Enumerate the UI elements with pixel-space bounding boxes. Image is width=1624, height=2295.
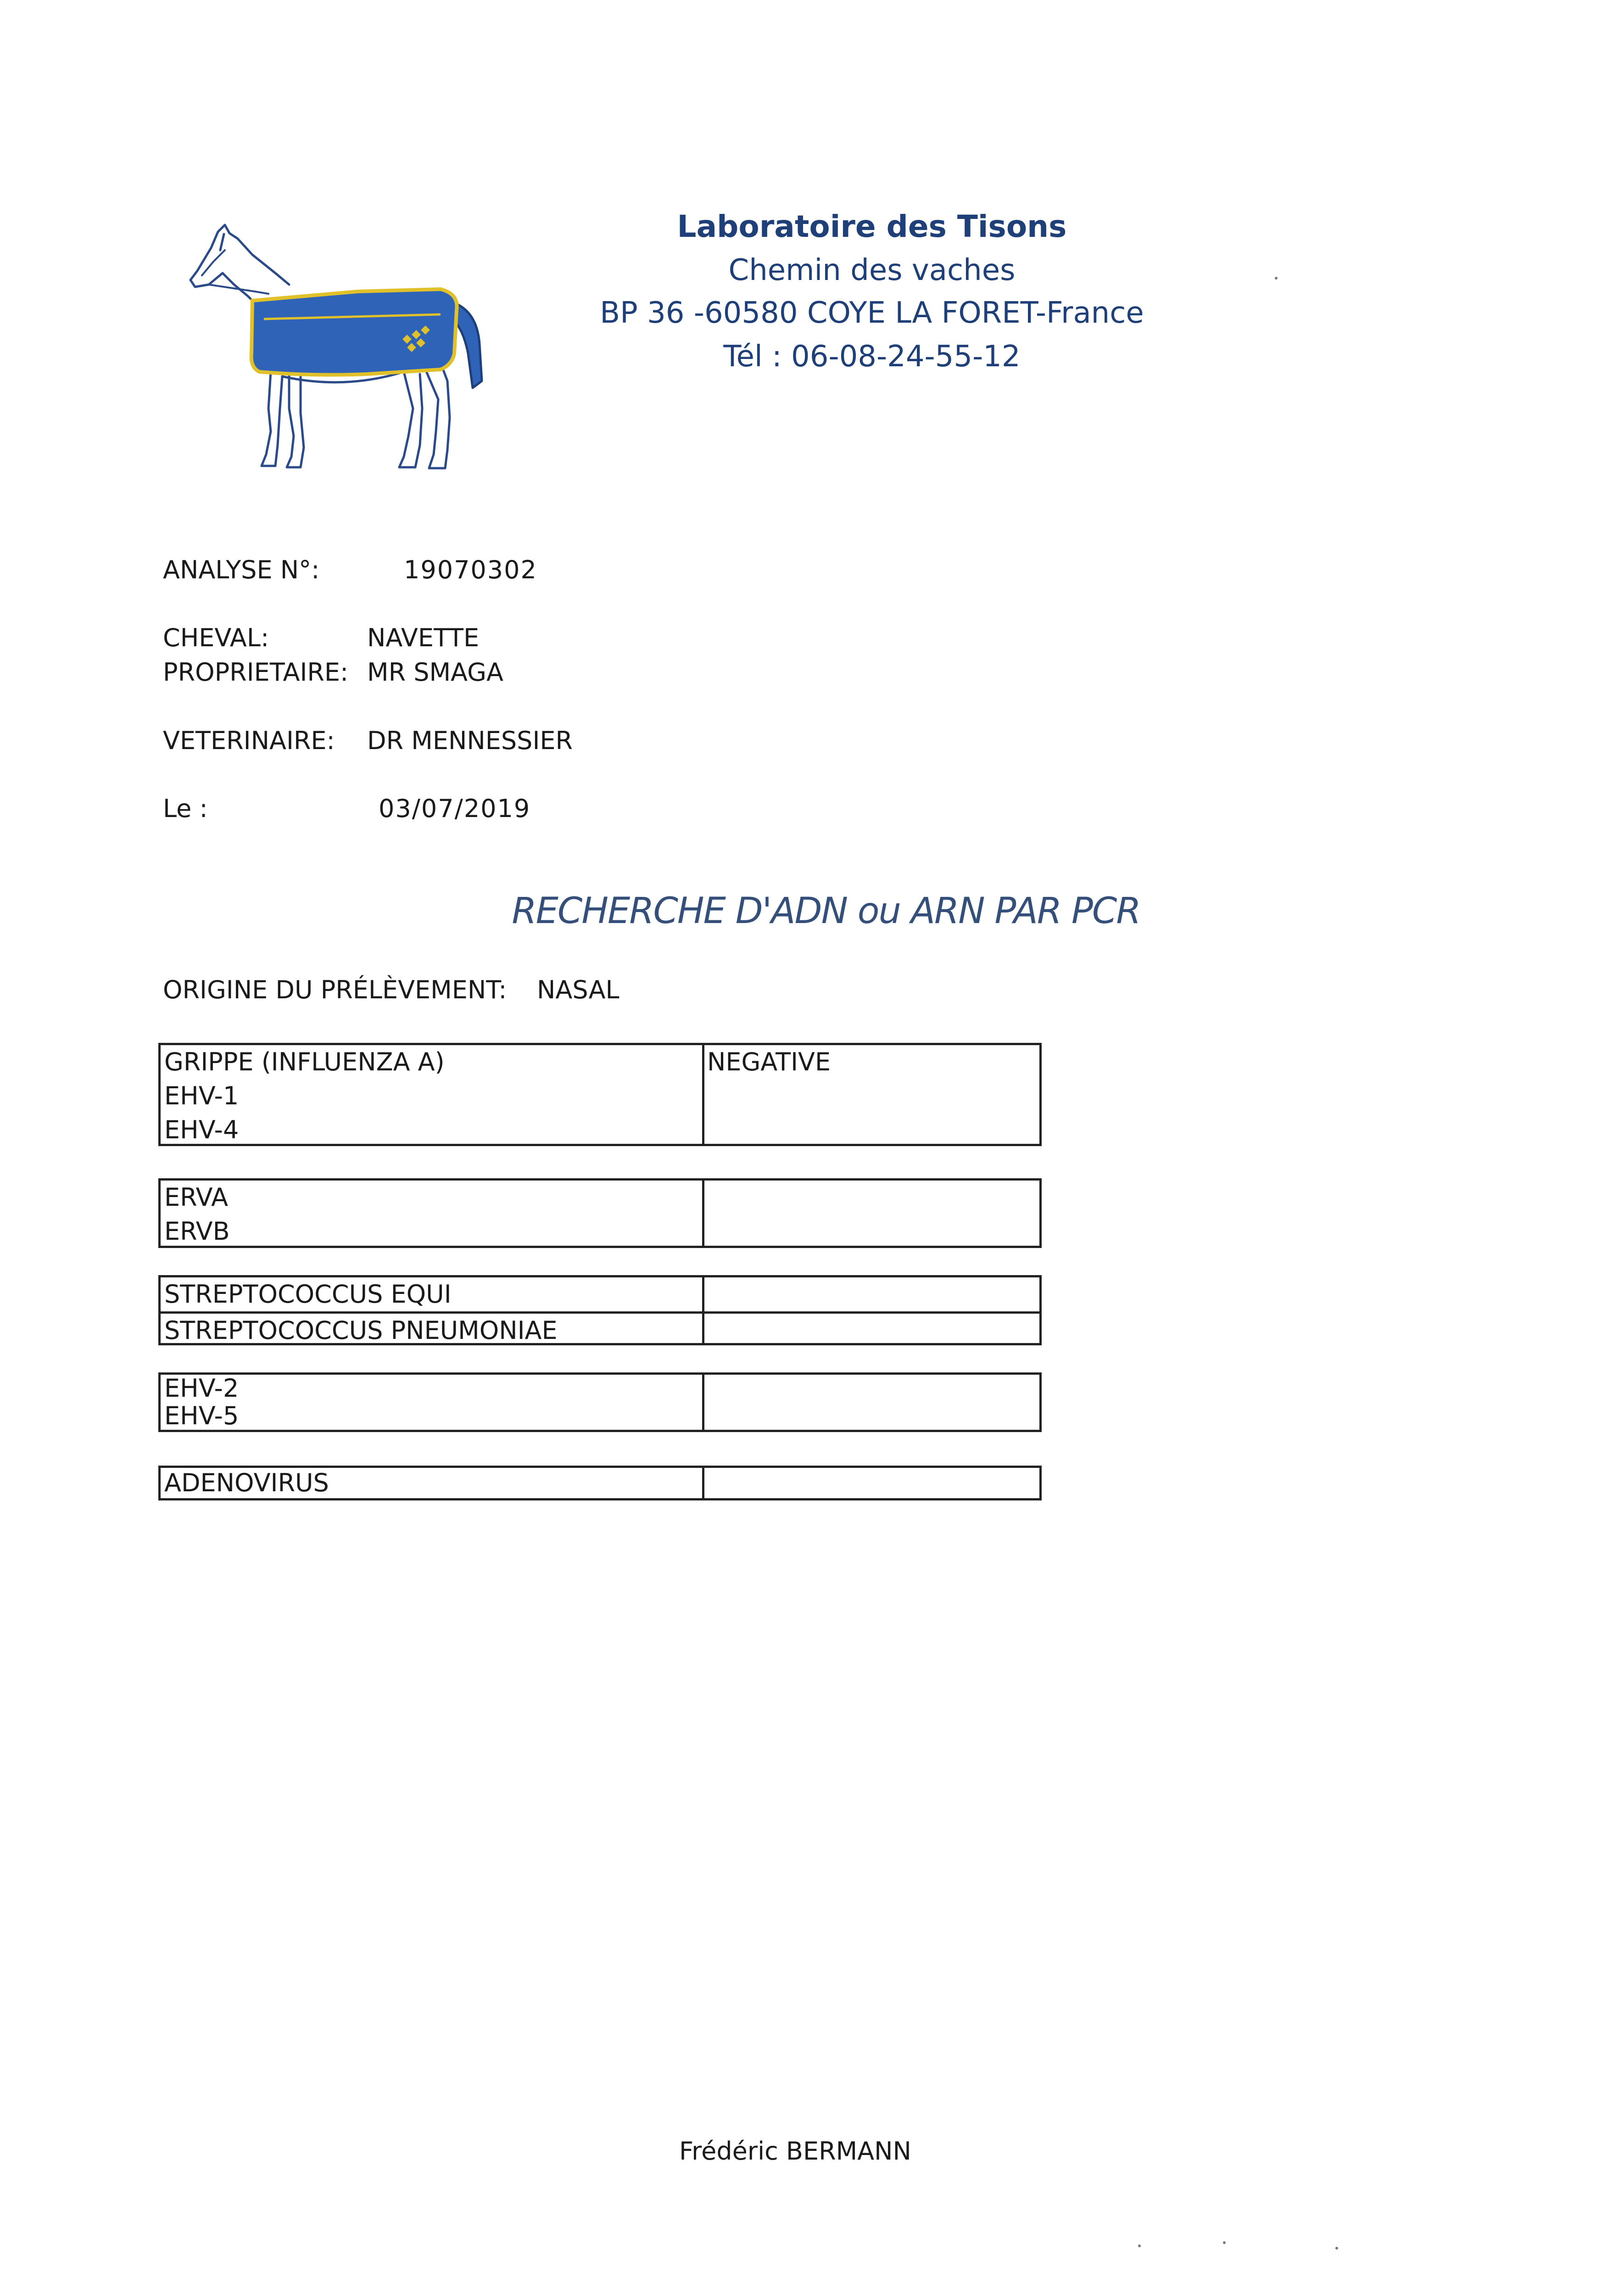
address-line-1: Chemin des vaches — [728, 253, 1016, 287]
phone-number: Tél : 06-08-24-55-12 — [723, 340, 1021, 374]
analyse-label: ANALYSE N°: — [163, 555, 320, 584]
test-name: ADENOVIRUS — [164, 1468, 329, 1497]
result-table-5 — [158, 1466, 1042, 1500]
section-title: RECHERCHE D'ADN ou ARN PAR PCR — [512, 890, 1140, 932]
date-value: 03/07/2019 — [379, 794, 531, 823]
proprietaire-label: PROPRIETAIRE: — [163, 658, 349, 687]
horse-with-blanket-icon — [184, 216, 505, 491]
address-line-2: BP 36 -60580 COYE LA FORET-France — [600, 296, 1144, 330]
result-table-2 — [158, 1178, 1042, 1248]
test-name: GRIPPE (INFLUENZA A) — [164, 1047, 445, 1076]
analyse-value: 19070302 — [404, 555, 537, 584]
result-table-3 — [158, 1275, 1042, 1345]
origine-value: NASAL — [537, 975, 619, 1004]
speck — [1138, 2245, 1141, 2247]
lab-name: Laboratoire des Tisons — [677, 209, 1067, 244]
date-label: Le : — [163, 794, 208, 823]
test-name: STREPTOCOCCUS EQUI — [164, 1280, 452, 1309]
speck — [1335, 2247, 1338, 2250]
signature-name: Frédéric BERMANN — [679, 2137, 911, 2166]
speck — [1275, 277, 1278, 280]
test-name: EHV-4 — [164, 1115, 239, 1144]
test-name: EHV-1 — [164, 1081, 239, 1110]
test-name: ERVB — [164, 1217, 230, 1246]
proprietaire-value: MR SMAGA — [367, 658, 503, 687]
test-result — [704, 1277, 1039, 1311]
cheval-value: NAVETTE — [367, 623, 480, 652]
test-name: STREPTOCOCCUS PNEUMONIAE — [161, 1311, 702, 1348]
test-name: EHV-5 — [164, 1401, 239, 1430]
test-result: NEGATIVE — [707, 1047, 831, 1076]
origine-label: ORIGINE DU PRÉLÈVEMENT: — [163, 975, 507, 1004]
result-cell-divider — [704, 1311, 1039, 1345]
test-name: ERVA — [164, 1183, 229, 1212]
result-table-1 — [158, 1043, 1042, 1146]
result-table-4 — [158, 1372, 1042, 1432]
speck — [1223, 2241, 1226, 2244]
test-name: EHV-2 — [164, 1374, 239, 1403]
cheval-label: CHEVAL: — [163, 623, 269, 652]
veterinaire-label: VETERINAIRE: — [163, 726, 335, 755]
veterinaire-value: DR MENNESSIER — [367, 726, 573, 755]
